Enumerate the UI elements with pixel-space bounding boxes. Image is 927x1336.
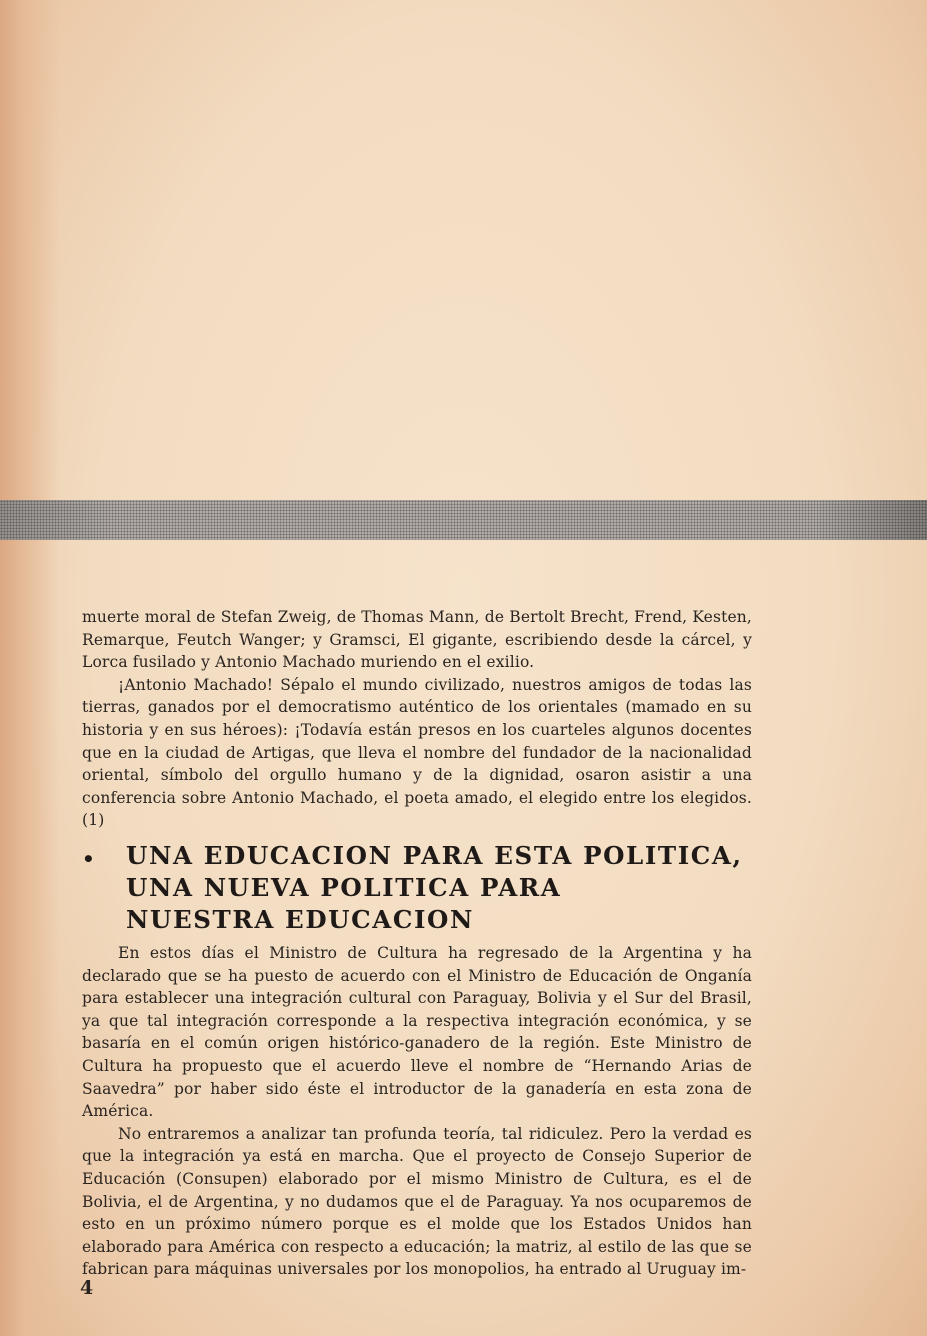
- section-heading: [82, 840, 782, 936]
- heading-line-2: UNA NUEVA POLITICA PARA: [126, 873, 562, 902]
- paragraph-2: ¡Antonio Machado! Sépalo el mundo civilizado, nuestros amigos de todas las tierras, ganados por el democratismo auténtico de los orientales (mamado en su historia y en sus héroes): ¡Todavía están presos en los cuarteles algunos docentes que en la ciudad de Artigas, que lleva el nombre del fundador de la nacionalidad oriental, símbolo del orgullo humano y de la dignidad, osaron asistir a una conferencia sobre Antonio Machado, el poeta amado, el elegido entre los elegidos. (1): [82, 675, 752, 830]
- halftone-image-strip: [0, 500, 927, 540]
- body-text-top: [82, 606, 752, 832]
- heading-line-3: NUESTRA EDUCACION: [126, 905, 474, 934]
- body-text-bottom: [82, 942, 752, 1281]
- paragraph-4: No entraremos a analizar tan profunda teoría, tal ridiculez. Pero la verdad es que la integración ya está en marcha. Que el proyecto de Consejo Superior de Educación (Consupen) elaborado por el mismo Ministro de Cultura, es el de Bolivia, el de Argentina, y no dudamos que el de Paraguay. Ya nos ocuparemos de esto en un próximo número porque es el molde que los Estados Unidos han elaborado para América con respecto a educación; la matriz, al estilo de las que se fabrican para máquinas universales por los monopolios, ha entrado al Uruguay im-: [82, 1124, 752, 1279]
- paper-edge-shading: [0, 0, 60, 1336]
- paragraph-3: En estos días el Ministro de Cultura ha regresado de la Argentina y ha declarado que se ha puesto de acuerdo con el Ministro de Educación de Onganía para establecer una integración cultural con Paraguay, Bolivia y el Sur del Brasil, ya que tal integración corresponde a la respectiva integración económica, y se basaría en el común origen histórico-ganadero de la región. Este Ministro de Cultura ha propuesto que el acuerdo lleve el nombre de “Hernando Arias de Saavedra” por haber sido éste el introductor de la ganadería en esta zona de América.: [82, 944, 752, 1121]
- page-number: 4: [80, 1277, 94, 1299]
- heading-line-1: UNA EDUCACION PARA ESTA POLITICA,: [126, 841, 743, 870]
- paragraph-1: muerte moral de Stefan Zweig, de Thomas Mann, de Bertolt Brecht, Frend, Kesten, Remarque, Feutch Wanger; y Gramsci, El gigante, escribiendo desde la cárcel, y Lorca fusilado y Antonio Machado muriendo en el exilio.: [82, 608, 752, 672]
- bullet-icon: •: [82, 847, 97, 871]
